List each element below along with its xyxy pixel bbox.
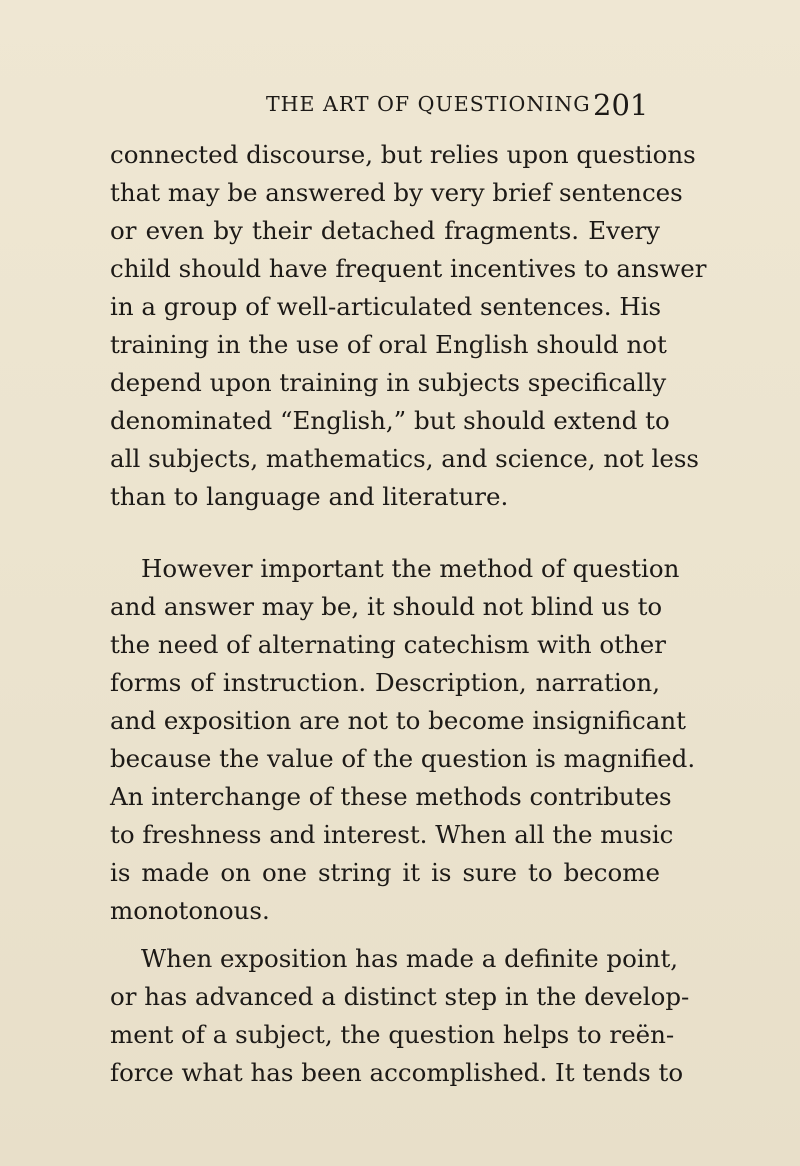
running-head [0,88,800,120]
running-title: THE ART OF QUESTIONING [266,92,591,116]
text-line: and answer may be, it should not blind us to [110,592,663,621]
text-line: the need of alternating catechism with other [110,630,666,659]
text-line: depend upon training in subjects specifically [110,368,667,397]
text-line: to freshness and interest. When all the music [110,820,674,849]
text-line: because the value of the question is magnified. [110,744,696,773]
text-line: ment of a subject, the question helps to reën- [110,1020,675,1049]
text-line: However important the method of question [141,554,680,583]
text-line: than to language and literature. [110,482,509,511]
text-line: or even by their detached fragments. Every [110,216,660,245]
text-line: child should have frequent incentives to answer [110,254,707,283]
text-line: forms of instruction. Description, narration, [110,668,660,697]
text-line: or has advanced a distinct step in the develop- [110,982,690,1011]
text-line: An interchange of these methods contributes [110,782,672,811]
text-line: is made on one string it is sure to become [110,858,660,887]
text-line: monotonous. [110,896,270,925]
text-line: in a group of well-articulated sentences. His [110,292,662,321]
page-number: 201 [593,88,649,122]
text-line: connected discourse, but relies upon questions [110,140,696,169]
text-line: all subjects, mathematics, and science, not less [110,444,699,473]
text-line: training in the use of oral English should not [110,330,667,359]
text-line: denominated “English,” but should extend to [110,406,670,435]
text-line: When exposition has made a definite point, [141,944,679,973]
text-line: that may be answered by very brief sentences [110,178,683,207]
text-line: and exposition are not to become insignificant [110,706,686,735]
text-line: force what has been accomplished. It tends to [110,1058,684,1087]
